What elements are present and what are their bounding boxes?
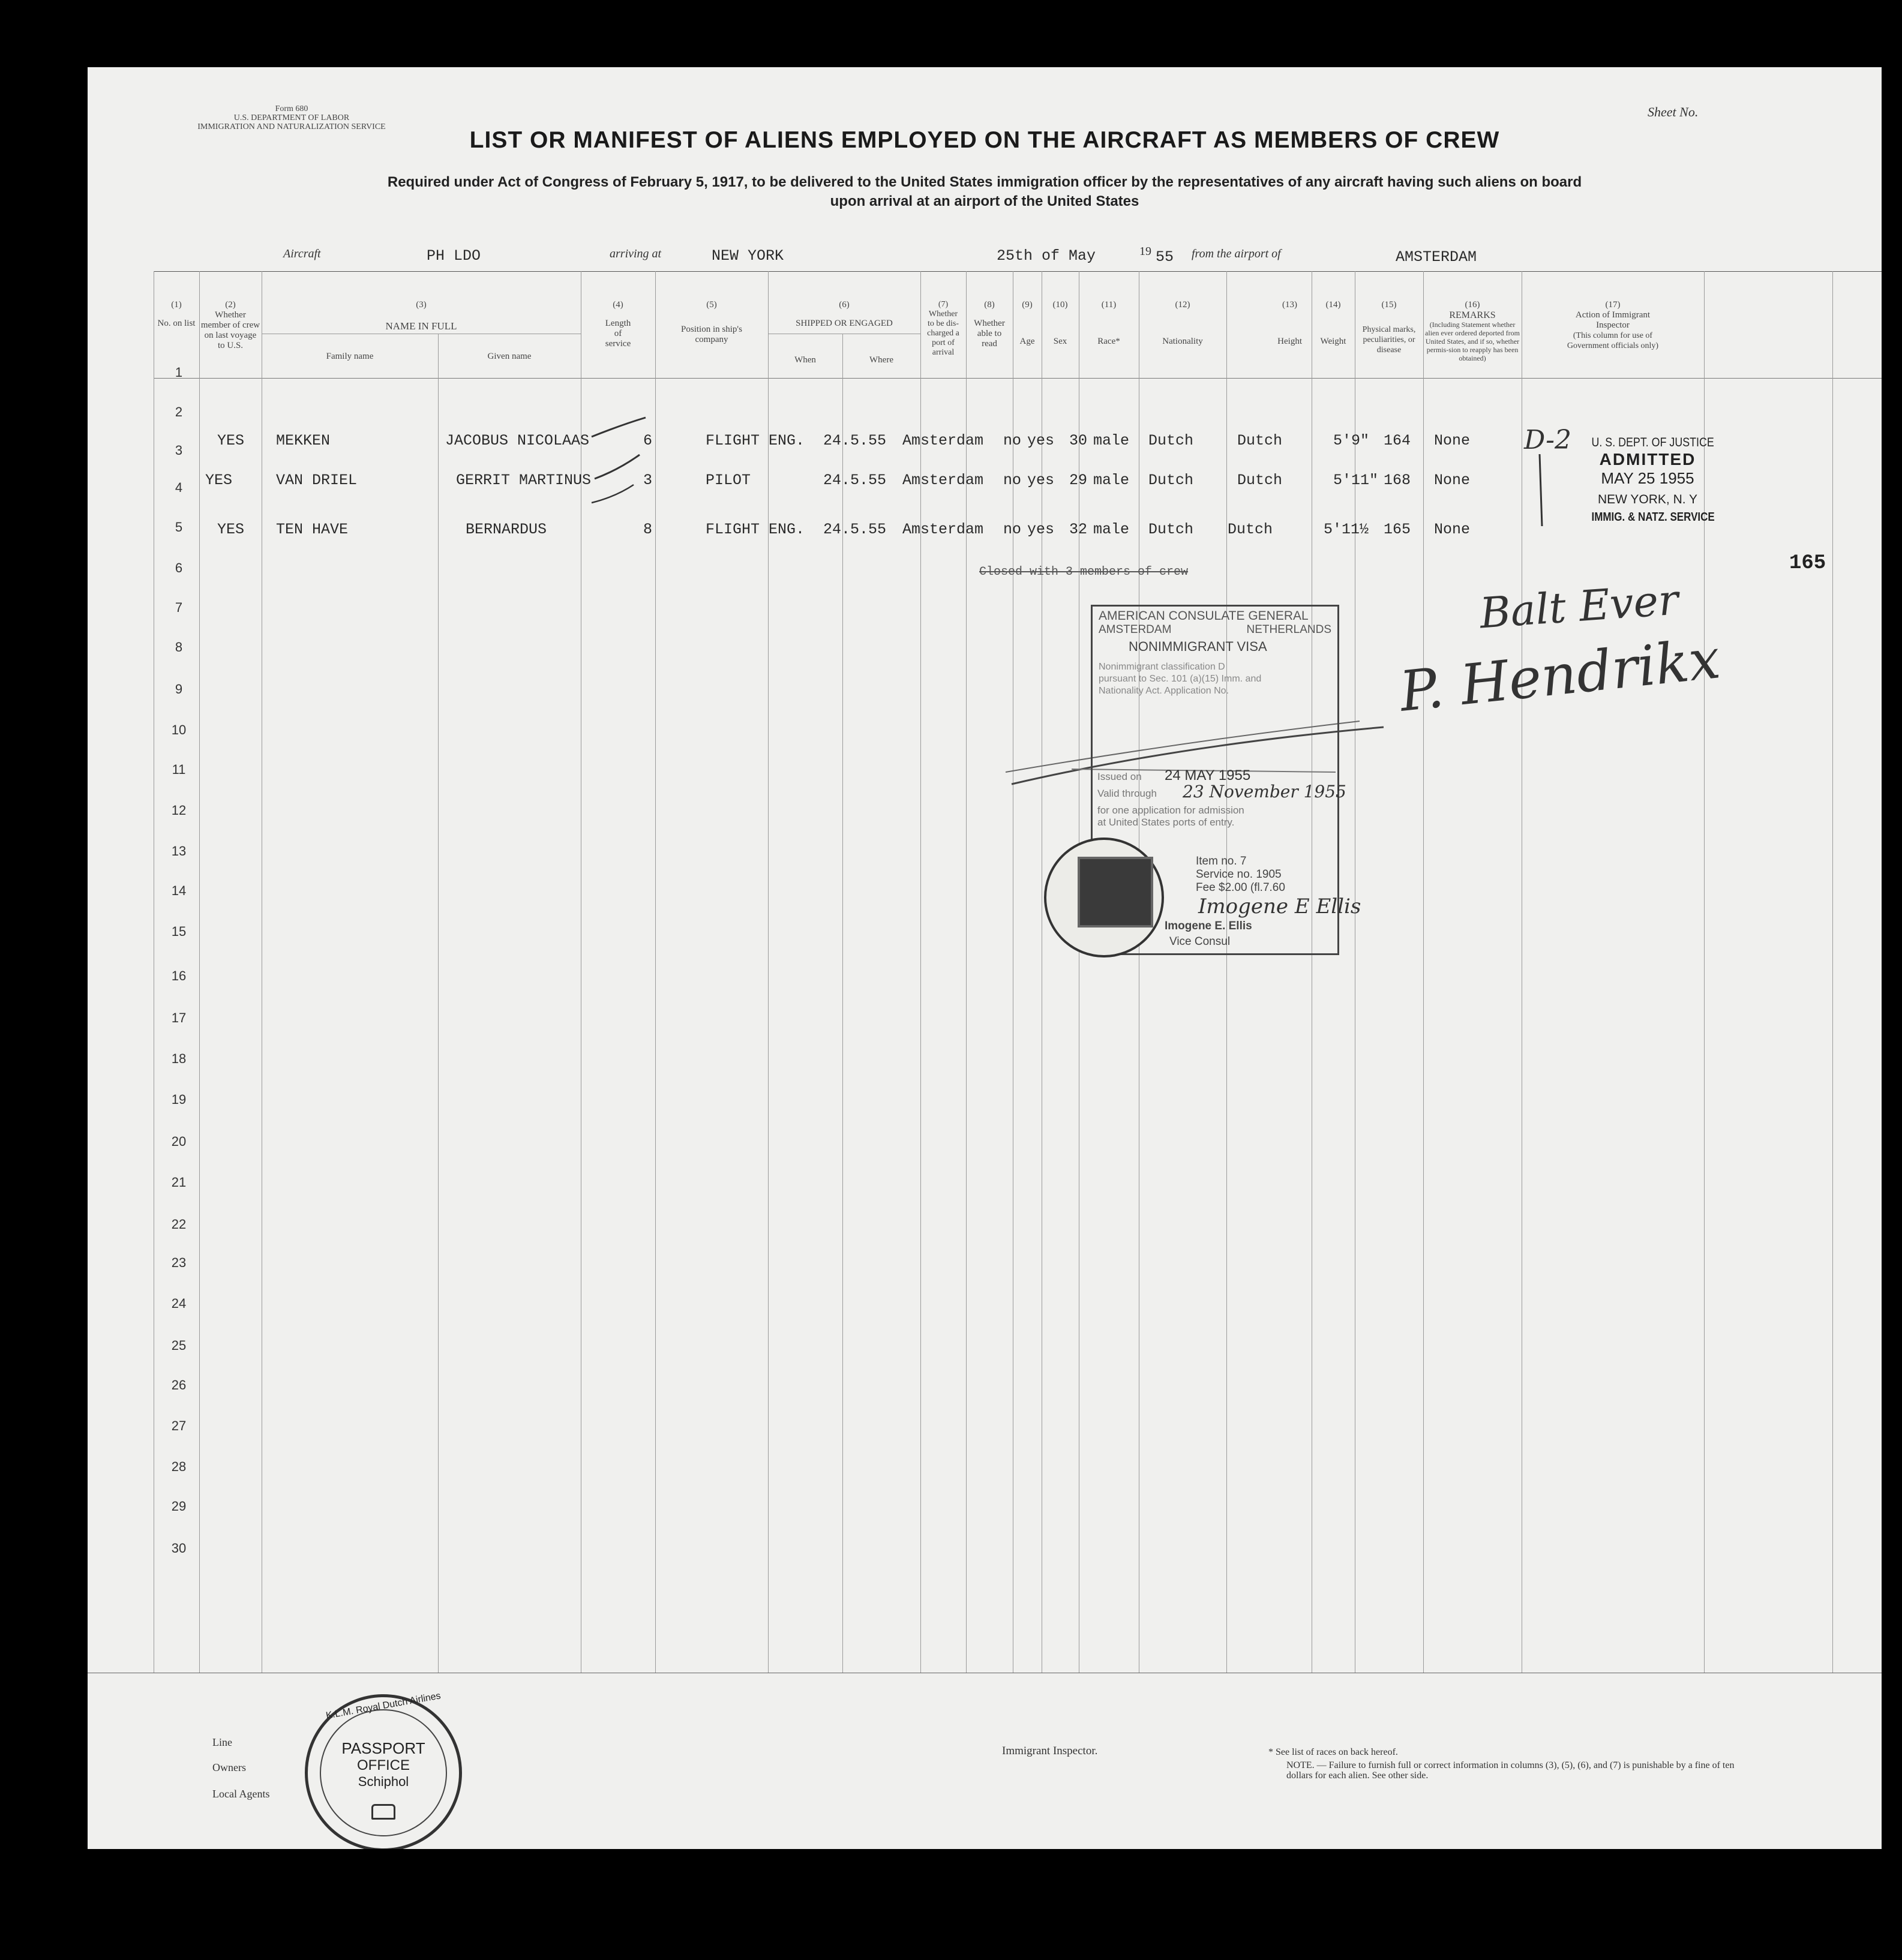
col15-number: (15) [1381, 300, 1397, 310]
side-number: 165 [1789, 552, 1826, 575]
row-number: 5 [175, 520, 183, 535]
klm-ring-text: K.L.M. Royal Dutch Airlines [325, 1691, 442, 1721]
visa-application: Nationality Act. Application No. [1099, 686, 1229, 696]
col10-header [1043, 300, 1078, 347]
consulate-seal [1044, 838, 1164, 958]
visa-item-no: Item no. 7 [1196, 855, 1247, 868]
height-cell: 5'11" [1333, 472, 1379, 489]
vice-consul-name: Imogene E. Ellis [1165, 920, 1252, 932]
subtitle-line1: Required under Act of Congress of February 5, 1917, to be delivered to the United States immigration officer by the representatives of any aircraft having such aliens on board [387, 174, 1582, 190]
visa-fee: Fee $2.00 (fl.7.60 [1196, 881, 1285, 894]
admitted-stamp [1582, 436, 1714, 524]
aircraft-value: PH LDO [427, 247, 481, 265]
col16-header [1424, 300, 1520, 362]
arriving-label: arriving at [610, 247, 662, 260]
visa-application-line2: at United States ports of entry. [1097, 817, 1235, 828]
sex-cell: male [1093, 472, 1130, 489]
shipped-where-cell: Amsterdam [902, 432, 984, 449]
col1-title: No. on list [157, 319, 196, 328]
remarks-stroke [1528, 451, 1552, 529]
col16-subtitle: (Including Statement whether alien ever ordered deported from United States, and if so, whether permis-sion to reapply has been obtained) [1425, 320, 1520, 362]
row-number: 17 [171, 1010, 187, 1025]
consulate-country: NETHERLANDS [1246, 623, 1331, 636]
age-cell: 32 [1069, 521, 1088, 538]
row-number: 3 [175, 443, 183, 458]
col10-title: Sex [1053, 337, 1067, 346]
row-number: 1 [175, 365, 183, 380]
row-number: 18 [171, 1051, 187, 1066]
col9-number: (9) [1022, 300, 1033, 310]
row-number: 11 [172, 762, 186, 777]
sheet-number-label: Sheet No. [1648, 104, 1699, 119]
service: IMMIGRATION AND NATURALIZATION SERVICE [197, 122, 386, 131]
admitted-stamp-dept: U. S. DEPT. OF JUSTICE [1591, 436, 1714, 449]
row-number: 30 [171, 1541, 187, 1556]
col-divider [1423, 271, 1424, 1673]
weight-cell: 168 [1384, 472, 1411, 489]
vice-consul-title: Vice Consul [1169, 935, 1231, 948]
col11-header [1080, 300, 1138, 347]
row-number: 21 [171, 1175, 187, 1190]
col15-header [1356, 300, 1422, 355]
col7-number: (7) [938, 300, 949, 309]
row-number: 16 [171, 968, 187, 983]
fine-note-label: NOTE. — [1286, 1760, 1329, 1770]
col3-header [263, 300, 580, 331]
closed-with-note: Closed with 3 members of crew [979, 565, 1189, 579]
fine-note-text: Failure to furnish full or correct information in columns (3), (5), (6), and (7) is punishable by a fine of ten dollars for each alien. See other side. [1286, 1760, 1735, 1781]
position-cell: FLIGHT ENG. [706, 432, 805, 449]
col12-number: (12) [1175, 300, 1190, 310]
service-cell: 8 [643, 521, 653, 538]
col9-title: Age [1019, 337, 1035, 346]
row-number: 7 [175, 600, 183, 615]
vice-consul-signature: Imogene E Ellis [1198, 895, 1361, 919]
row-number: 2 [175, 404, 183, 419]
consulate-city: AMSTERDAM [1099, 623, 1172, 636]
nationality-cell: Dutch [1228, 521, 1273, 538]
col4-header [582, 300, 654, 349]
row-number: 22 [171, 1217, 187, 1232]
family-name-cell: TEN HAVE [276, 521, 349, 538]
race-cell: Dutch [1148, 432, 1194, 449]
shipped-where-cell: Amsterdam [902, 521, 984, 538]
col11-number: (11) [1101, 300, 1117, 310]
visa-type: NONIMMIGRANT VISA [1129, 639, 1267, 654]
col15-title: Physical marks, peculiarities, or disease [1362, 325, 1416, 355]
position-cell: PILOT [706, 472, 751, 489]
height-cell: 5'9" [1333, 432, 1370, 449]
header-bottom-border [154, 378, 1882, 379]
visa-pursuant: pursuant to Sec. 101 (a)(15) Imm. and [1099, 674, 1262, 684]
row-number: 14 [171, 883, 187, 898]
col14-title: Weight [1320, 337, 1346, 346]
shipped-when-cell: 24.5.55 [823, 432, 887, 449]
col17-header [1523, 300, 1703, 351]
col6a-header: When [794, 355, 816, 365]
visa-classification: Nonimmigrant classification D [1099, 662, 1225, 672]
table-top-border [154, 271, 1882, 272]
col16-title: REMARKS [1449, 310, 1496, 320]
row-number: 28 [171, 1459, 187, 1474]
remarks-mark: D-2 [1524, 425, 1571, 455]
last-voyage-cell: YES [217, 521, 245, 538]
given-name-cell: BERNARDUS [466, 521, 547, 538]
row-number: 8 [175, 640, 183, 655]
col3a-header: Family name [326, 352, 374, 361]
nationality-cell: Dutch [1237, 432, 1283, 449]
visa-service-no: Service no. 1905 [1196, 868, 1282, 881]
admitted-stamp-city: NEW YORK, N. Y [1597, 493, 1698, 506]
col6-header [769, 300, 919, 329]
arrival-year: 55 [1156, 248, 1174, 266]
fine-note [1286, 1760, 1754, 1781]
col3-number: (3) [416, 300, 427, 310]
footer-agents-label: Local Agents [212, 1788, 270, 1800]
col3b-header: Given name [487, 352, 532, 361]
visa-issued-date: 24 MAY 1955 [1165, 767, 1251, 784]
position-cell: FLIGHT ENG. [706, 521, 805, 538]
row-number: 19 [171, 1092, 187, 1107]
row-number: 24 [171, 1296, 187, 1311]
col3-title: NAME IN FULL [385, 320, 457, 332]
col2-title: Whether member of crew on last voyage to U.S. [200, 310, 260, 350]
col8-header [967, 300, 1012, 349]
col13-number: (13) [1282, 300, 1297, 310]
marks-cell: None [1434, 521, 1471, 538]
col14-number: (14) [1325, 300, 1341, 310]
row-number: 4 [175, 480, 183, 495]
race-note: * See list of races on back hereof. [1268, 1747, 1398, 1757]
race-cell: Dutch [1148, 521, 1194, 538]
col14-header [1313, 300, 1354, 347]
row-number: 26 [171, 1377, 187, 1392]
shipped-where-cell: Amsterdam [902, 472, 984, 489]
signature-1: Balt Ever [1478, 575, 1680, 638]
col6b-header: Where [869, 355, 893, 365]
col2-number: (2) [225, 300, 236, 310]
col7-title: Whether to be dis-charged a port of arrival [927, 310, 959, 357]
col8-title: Whether able to read [974, 319, 1005, 349]
pen-tick-marks [586, 413, 658, 521]
col4-number: (4) [613, 300, 623, 310]
col1-number: (1) [171, 300, 182, 310]
col7-header [922, 300, 965, 358]
row-number: 15 [171, 924, 187, 939]
consulate-name: AMERICAN CONSULATE GENERAL [1099, 609, 1309, 623]
row-number: 12 [171, 803, 187, 818]
col17-title: Action of Immigrant Inspector [1575, 310, 1651, 330]
shipped-when-cell: 24.5.55 [823, 521, 887, 538]
col5-number: (5) [706, 300, 717, 310]
klm-stamp-passport: PASSPORT [341, 1739, 425, 1757]
admitted-stamp-title: ADMITTED [1599, 450, 1696, 469]
given-name-cell: JACOBUS NICOLAAS [445, 432, 590, 449]
visa-issued-label: Issued on [1097, 771, 1142, 782]
visa-application-line1: for one application for admission [1097, 805, 1244, 816]
klm-stamp-office: OFFICE [357, 1757, 410, 1773]
read-cell: yes [1027, 432, 1055, 449]
from-airport-label: from the airport of [1192, 247, 1281, 260]
form-number: Form 680 [275, 104, 308, 113]
service-cell: 6 [643, 432, 653, 449]
col-divider [768, 271, 769, 1673]
weight-cell: 165 [1384, 521, 1411, 538]
row-number: 10 [171, 722, 187, 737]
col-divider [438, 334, 439, 1673]
manifest-sheet [88, 67, 1882, 1849]
age-cell: 30 [1069, 432, 1088, 449]
col6-number: (6) [839, 300, 850, 310]
sex-cell: male [1093, 521, 1130, 538]
col10-number: (10) [1052, 300, 1068, 310]
last-voyage-cell: YES [205, 472, 233, 489]
age-cell: 29 [1069, 472, 1088, 489]
col-divider [1226, 271, 1227, 1673]
subtitle-line2: upon arrival at an airport of the United States [830, 193, 1139, 209]
aircraft-label: Aircraft [283, 247, 321, 260]
fee-stamp-icon [1078, 857, 1153, 928]
col13-title: Height [1277, 337, 1302, 346]
crown-icon [371, 1804, 395, 1820]
marks-cell: None [1434, 472, 1471, 489]
visa-valid-label: Valid through [1097, 788, 1157, 799]
footer-owners-label: Owners [212, 1761, 246, 1773]
discharged-cell: no [1003, 521, 1022, 538]
row-number: 25 [171, 1338, 187, 1353]
row-number: 27 [171, 1418, 187, 1433]
col5-title: Position in ship's company [681, 325, 742, 344]
last-voyage-cell: YES [217, 432, 245, 449]
department: U.S. DEPARTMENT OF LABOR [233, 113, 350, 122]
col12-title: Nationality [1162, 337, 1203, 346]
sex-cell: male [1093, 432, 1130, 449]
footer-line-label: Line [212, 1736, 232, 1748]
col13-header [1228, 300, 1310, 347]
row-number: 13 [171, 844, 187, 859]
shipped-when-cell: 24.5.55 [823, 472, 887, 489]
family-name-cell: VAN DRIEL [276, 472, 358, 489]
page-title: LIST OR MANIFEST OF ALIENS EMPLOYED ON THE AIRCRAFT AS MEMBERS OF CREW [469, 127, 1500, 153]
col17-subtitle: (This column for use of Government officials only) [1567, 331, 1659, 350]
from-airport-value: AMSTERDAM [1396, 248, 1477, 266]
col-divider [1832, 271, 1833, 1673]
arriving-value: NEW YORK [712, 247, 784, 265]
row-number: 29 [171, 1499, 187, 1514]
col9-header [1014, 300, 1040, 347]
race-cell: Dutch [1148, 472, 1194, 489]
col1-header [155, 300, 198, 329]
row-number: 6 [175, 560, 183, 575]
klm-passport-office-stamp [305, 1691, 462, 1849]
marks-cell: None [1434, 432, 1471, 449]
year-prefix: 19 [1139, 245, 1151, 258]
weight-cell: 164 [1384, 432, 1411, 449]
klm-stamp-location: Schiphol [358, 1774, 409, 1789]
col5-header [656, 300, 767, 345]
family-name-cell: MEKKEN [276, 432, 331, 449]
col16-number: (16) [1465, 300, 1480, 310]
visa-valid-date: 23 November 1955 [1183, 782, 1346, 802]
read-cell: yes [1027, 472, 1055, 489]
row-number: 9 [175, 682, 183, 697]
col2-header [200, 300, 260, 351]
col8-number: (8) [984, 300, 995, 310]
col6-title: SHIPPED OR ENGAGED [796, 319, 893, 328]
height-cell: 5'11½ [1324, 521, 1369, 538]
row-number: 20 [171, 1134, 187, 1149]
signature-2: P. Hendrikx [1396, 626, 1723, 724]
admitted-stamp-date: MAY 25 1955 [1601, 469, 1694, 487]
admitted-stamp-service: IMMIG. & NATZ. SERVICE [1591, 511, 1715, 524]
arrival-date: 25th of May [997, 247, 1096, 265]
service-cell: 3 [643, 472, 653, 489]
given-name-cell: GERRIT MARTINUS [456, 472, 592, 489]
col17-number: (17) [1605, 300, 1621, 310]
immigrant-inspector-label: Immigrant Inspector. [1002, 1745, 1098, 1757]
row-number: 23 [171, 1255, 187, 1270]
nationality-cell: Dutch [1237, 472, 1283, 489]
col11-title: Race* [1097, 337, 1120, 346]
discharged-cell: no [1003, 472, 1022, 489]
col4-title: Length of service [605, 319, 631, 349]
discharged-cell: no [1003, 432, 1022, 449]
col-divider [199, 271, 200, 1673]
col12-header [1140, 300, 1225, 347]
read-cell: yes [1027, 521, 1055, 538]
